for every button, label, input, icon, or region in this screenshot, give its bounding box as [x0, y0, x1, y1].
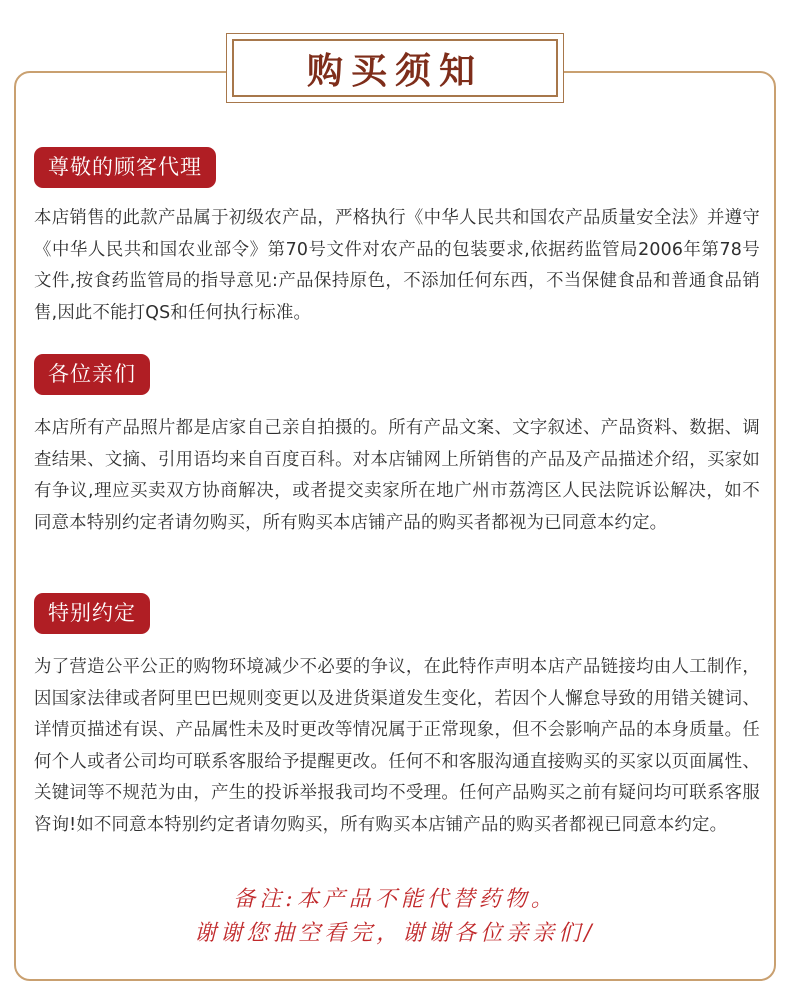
title-inner-border	[232, 39, 558, 97]
page-title: 购买须知	[306, 49, 483, 92]
title-box	[226, 33, 564, 103]
note-line-remark: 备注:本产品不能代替药物。	[233, 887, 557, 912]
section-heading-dear-all: 各位亲们	[34, 354, 150, 395]
section-body-customer-agent: 本店销售的此款产品属于初级农产品，严格执行《中华人民共和国农产品质量安全法》并遵守《中华人民共和国农业部令》第70号文件对农产品的包装要求,依据药监管局2006年第78号文件,按食药监管局的指导意见:产品保持原色，不添加任何东西，不当保健食品和普通食品销售,因此不能打QS和任何执行标准。	[34, 208, 760, 323]
note-line-thanks: 谢谢您抽空看完，谢谢各位亲亲们/	[194, 921, 596, 946]
section-body-special-agreement: 为了营造公平公正的购物环境减少不必要的争议，在此特作声明本店产品链接均由人工制作，因国家法律或者阿里巴巴规则变更以及进货渠道发生变化，若因个人懈怠导致的用错关键词、详情页描述有误、产品属性未及时更改等情况属于正常现象，但不会影响产品的本身质量。任何个人或者公司均可联系客服给予提醒更改。任何不和客服沟通直接购买的买家以页面属性、关键词等不规范为由，产生的投诉举报我司均不受理。任何产品购买之前有疑问均可联系客服咨询!如不同意本特别约定者请勿购买，所有购买本店铺产品的购买者都视已同意本约定。	[34, 657, 760, 835]
section-heading-customer-agent: 尊敬的顾客代理	[34, 147, 216, 188]
section-body-dear-all: 本店所有产品照片都是店家自己亲自拍摄的。所有产品文案、文字叙述、产品资料、数据、调查结果、文摘、引用语均来自百度百科。对本店铺网上所销售的产品及产品描述介绍，买家如有争议,理应买卖双方协商解决，或者提交卖家所在地广州市荔湾区人民法院诉讼解决，如不同意本特别约定者请勿购买，所有购买本店铺产品的购买者都视为已同意本约定。	[34, 418, 760, 533]
section-heading-special-agreement: 特别约定	[34, 593, 150, 634]
